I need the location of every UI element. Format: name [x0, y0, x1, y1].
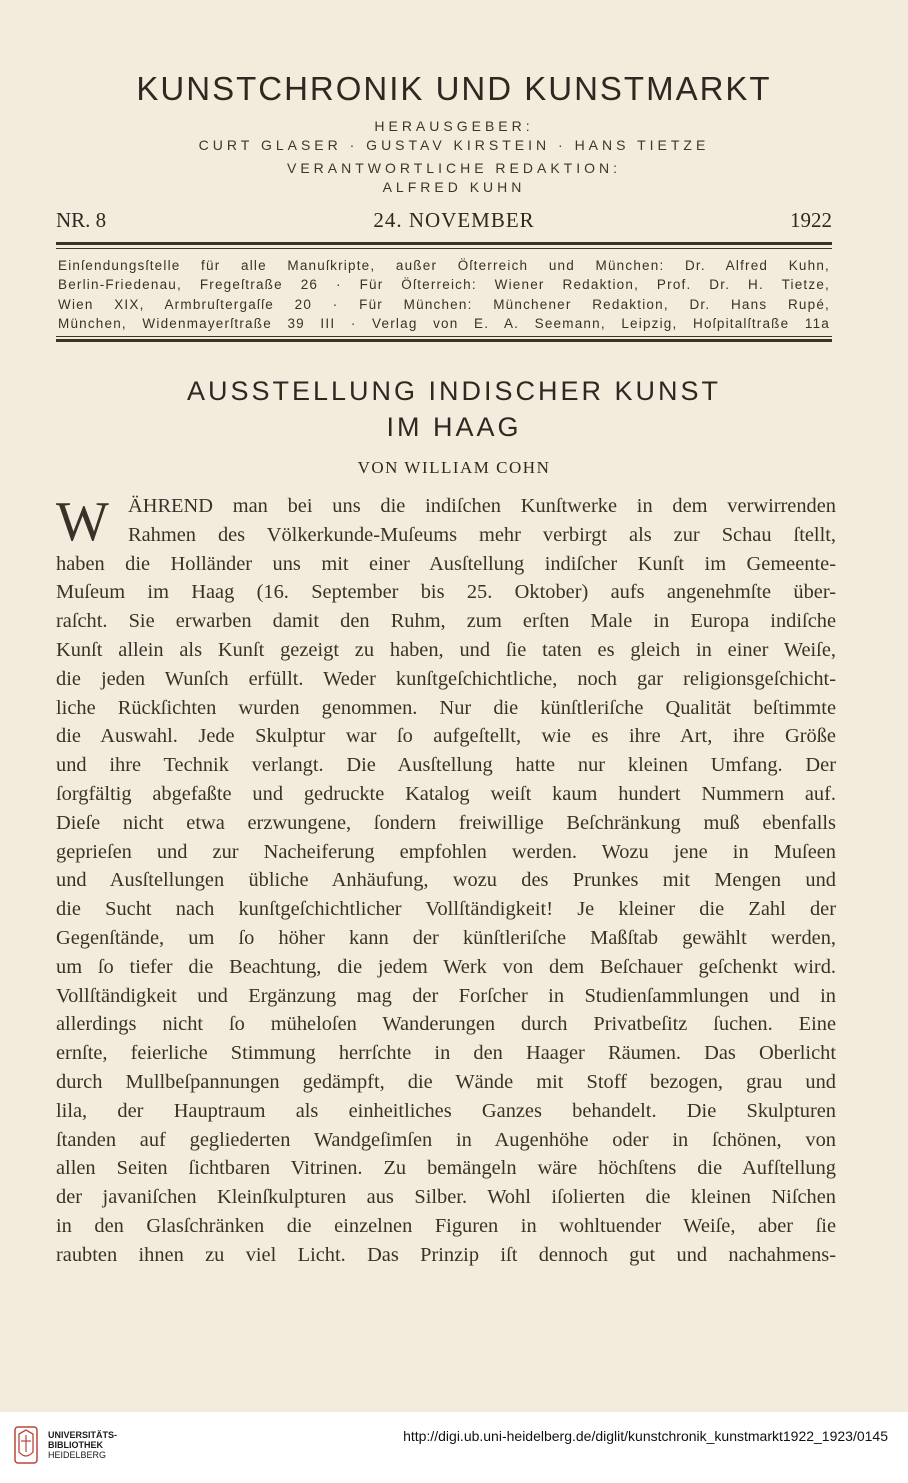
issue-date: 24. NOVEMBER: [373, 208, 535, 232]
publisher-names: CURT GLASER · GUSTAV KIRSTEIN · HANS TIETZE: [198, 137, 710, 153]
body-line: und ihre Technik verlangt. Die Ausſtellung hatte nur kleinen Umfang. Der: [56, 754, 836, 777]
body-line: ſtanden auf gegliederten Wandgeſimſen in Augenhöhe oder in ſchönen, von: [56, 1128, 836, 1151]
info-line: Einſendungsſtelle für alle Manuſkripte, außer Öſterreich und München: Dr. Alfred Kuhn,: [58, 258, 830, 273]
body-line: lila, der Hauptraum als einheitliches Ganzes behandelt. Die Skulpturen: [56, 1099, 836, 1122]
body-line: allen Seiten ſichtbaren Vitrinen. Zu bemängeln wäre höchſtens die Aufſtellung: [56, 1157, 836, 1180]
journal-title: KUNSTCHRONIK UND KUNSTMARKT: [136, 70, 772, 107]
library-logo-text: [48, 1430, 117, 1460]
publisher-label: HERAUSGEBER:: [374, 118, 534, 134]
body-line: die jeden Wunſch erfüllt. Weder kunſtgeſchichtliche, noch gar religionsgeſchicht-: [56, 667, 836, 690]
body-line: die Auswahl. Jede Skulptur war ſo aufgeſtellt, wie es ihre Art, ihre Größe: [56, 725, 836, 748]
article-title-line1: AUSSTELLUNG INDISCHER KUNST: [186, 376, 722, 406]
body-line: durch Mullbeſpannungen gedämpft, die Wände mit Stoff bezogen, grau und: [56, 1070, 836, 1093]
body-line: ÄHREND man bei uns die indiſchen Kunſtwerke in dem verwirrenden: [128, 495, 836, 517]
top-rule-thin: [56, 248, 832, 249]
body-line: in den Glasſchränken die einzelnen Figuren in wohltuender Weiſe, aber ſie: [56, 1214, 836, 1237]
editor-name: ALFRED KUHN: [382, 179, 526, 195]
body-line: die Sucht nach kunſtgeſchichtlicher Vollſtändigkeit! Je kleiner die Zahl der: [56, 898, 836, 921]
bottom-rule-thick: [56, 339, 832, 342]
info-line: Wien XIX, Armbruſtergaſſe 20 · Für München: Münchener Redaktion, Dr. Hans Rupé,: [58, 296, 830, 312]
body-line: der javaniſchen Kleinſkulpturen aus Silber. Wohl iſolierten die kleinen Niſchen: [56, 1186, 836, 1209]
article-body: [56, 492, 836, 1270]
body-line: ſorgfältig abgefaßte und gedruckte Katalog weiſt kaum hundert Nummern auf.: [56, 782, 836, 805]
submission-info: [58, 256, 830, 333]
university-seal-icon: [14, 1426, 38, 1464]
drop-cap: W: [56, 491, 109, 553]
logo-line: HEIDELBERG: [48, 1450, 107, 1460]
top-rule-thick: [56, 242, 832, 245]
body-line: und Ausſtellungen übliche Anhäufung, wozu des Prunkes mit Mengen und: [56, 869, 836, 892]
body-line: Rahmen des Völkerkunde-Muſeums mehr verbirgt als zur Schau ſtellt,: [128, 523, 836, 546]
article-author: VON WILLIAM COHN: [357, 458, 551, 477]
info-line: Berlin-Friedenau, Fregeſtraße 26 · Für Öſterreich: Wiener Redaktion, Prof. Dr. H. Tietze,: [58, 277, 830, 293]
body-line: allerdings nicht ſo müheloſen Wanderungen durch Privatbeſitz ſuchen. Eine: [56, 1013, 836, 1036]
body-line: ernſte, feierliche Stimmung herrſchte in den Haager Räumen. Das Oberlicht: [56, 1042, 836, 1065]
bottom-rule-thin: [56, 336, 832, 337]
body-line: Kunſt allein als Kunſt gezeigt zu haben, und ſie taten es gleich in einer Weiſe,: [56, 638, 836, 661]
issue-year: 1922: [790, 208, 832, 232]
body-line: Gegenſtände, um ſo höher kann der künſtleriſche Maßſtab gewählt werden,: [56, 926, 836, 949]
logo-line: BIBLIOTHEK: [48, 1440, 103, 1450]
article-title-line2: IM HAAG: [386, 412, 522, 442]
footer-bar: [0, 1412, 908, 1483]
body-line: raubten ihnen zu viel Licht. Das Prinzip iſt dennoch gut und nachahmens-: [56, 1243, 836, 1266]
body-line: liche Rückſichten wurden genommen. Nur die künſtleriſche Qualität beſtimmte: [56, 696, 836, 719]
logo-line: UNIVERSITÄTS-: [48, 1430, 118, 1440]
body-line: raſcht. Sie erwarben damit den Ruhm, zum erſten Male in Europa indiſche: [56, 610, 836, 633]
info-line: München, Widenmayerſtraße 39 III · Verlag von E. A. Seemann, Leipzig, Hoſpitalſtraße 11a: [58, 315, 830, 331]
body-line: Vollſtändigkeit und Ergänzung mag der Forſcher in Studienſammlungen und in: [56, 984, 836, 1007]
issue-number: NR. 8: [56, 208, 107, 232]
body-line: geprieſen und zur Nacheiferung empfohlen werden. Wozu jene in Muſeen: [56, 840, 836, 863]
body-line: Dieſe nicht etwa erzwungene, ſondern freiwillige Beſchränkung muß ebenfalls: [56, 811, 836, 834]
editor-label: VERANTWORTLICHE REDAKTION:: [287, 160, 621, 176]
body-line: um ſo tiefer die Beachtung, die jedem Werk von dem Beſchauer geſchenkt wird.: [56, 955, 836, 978]
body-line: Muſeum im Haag (16. September bis 25. Oktober) aufs angenehmſte über-: [56, 581, 836, 604]
source-url-link[interactable]: http://digi.ub.uni-heidelberg.de/diglit/kunstchronik_kunstmarkt1922_1923/0145: [403, 1428, 888, 1444]
body-line: haben die Holländer uns mit einer Ausſtellung indiſcher Kunſt im Gemeente-: [56, 552, 836, 575]
